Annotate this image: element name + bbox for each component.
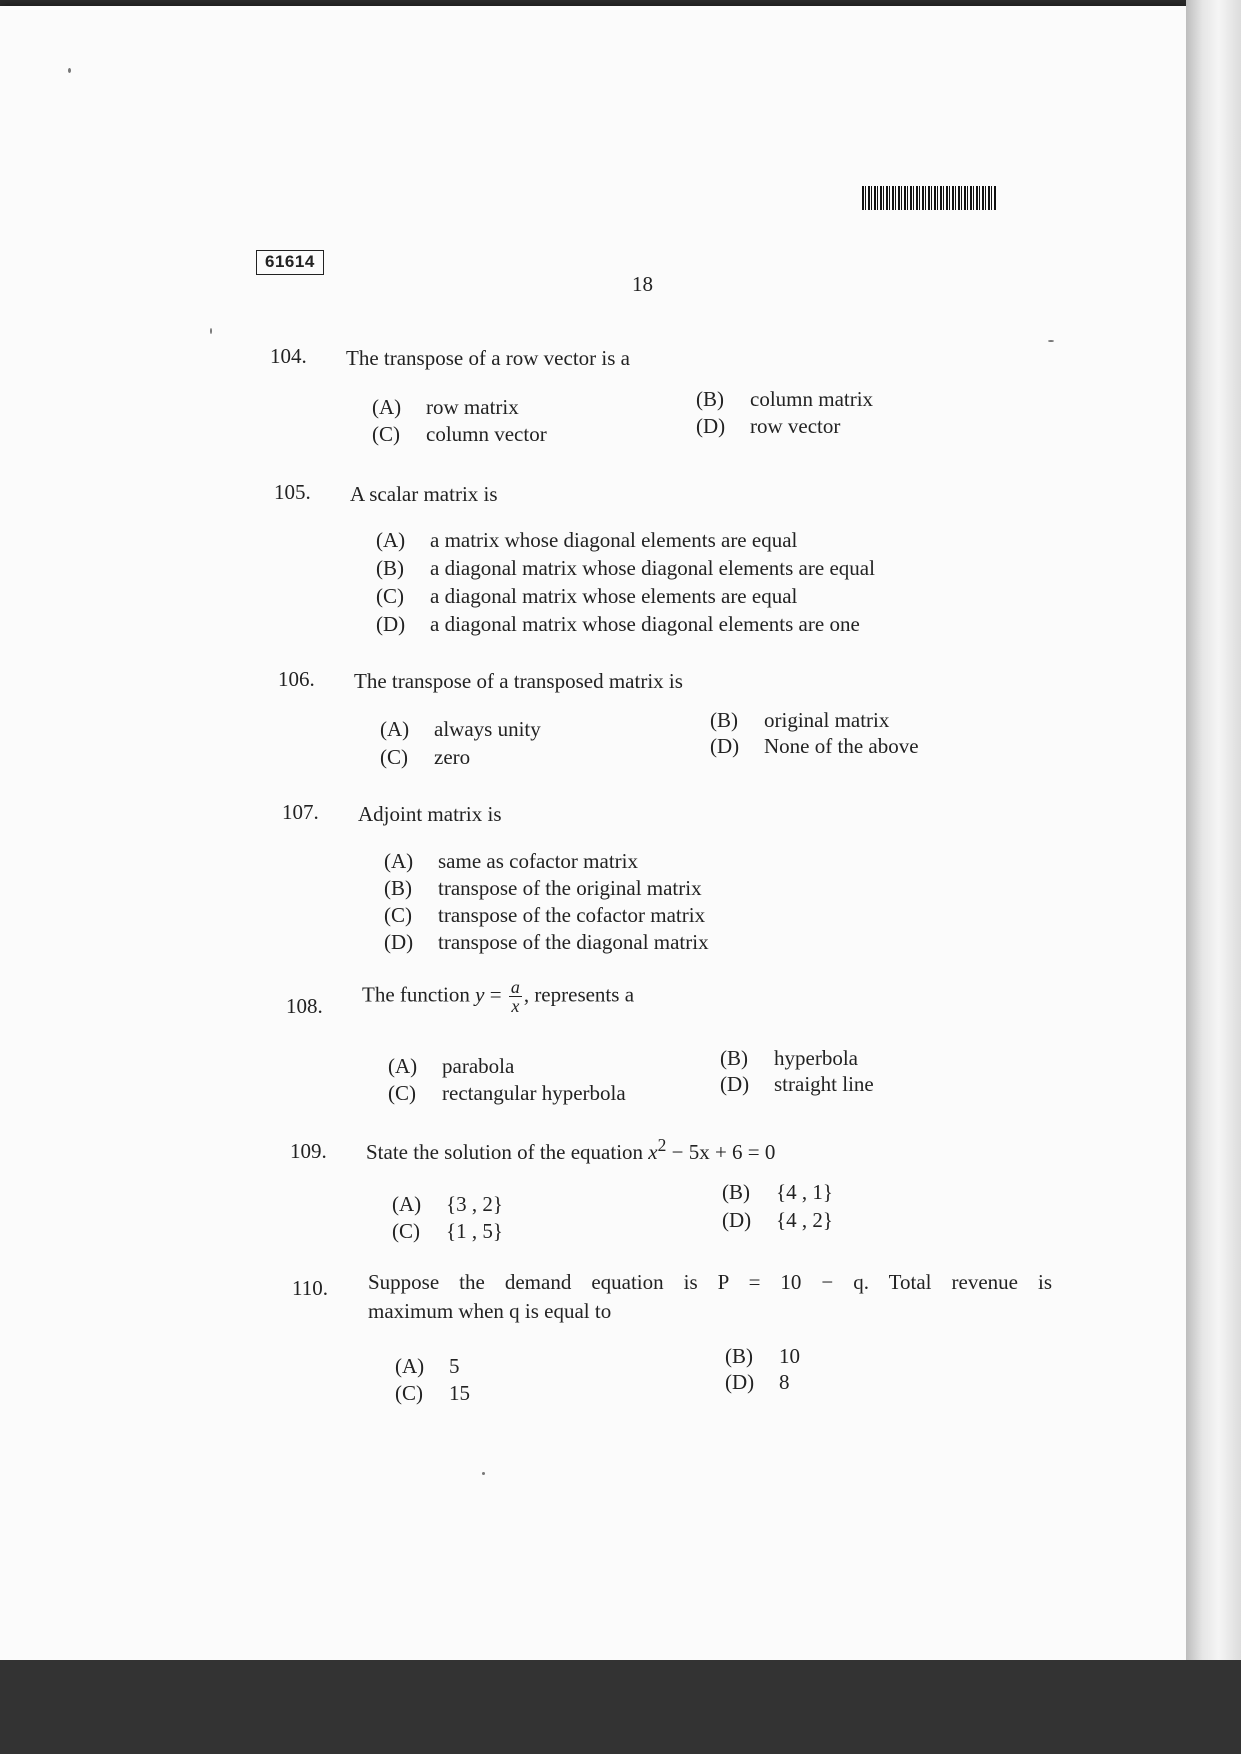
option-b: (B) transpose of the original matrix: [384, 876, 702, 900]
option-d: (D) row vector: [696, 414, 841, 438]
question-stem: The function y = $\frac{a}{x}$ , represents a: [362, 977, 635, 1016]
option-a: (A) row matrix: [372, 395, 519, 419]
question-stem: State the solution of the equation $x^2 - 5x + 6 = 0$: [366, 1135, 776, 1164]
option-c: (C) {1 , 5}: [392, 1219, 503, 1243]
question-stem: The transpose of a row vector is a: [346, 346, 630, 370]
option-a: (A) 5: [395, 1354, 460, 1378]
option-b: (B) a diagonal matrix whose diagonal elements are equal: [376, 556, 875, 580]
option-a: (A) {3 , 2}: [392, 1192, 503, 1216]
option-a: (A) same as cofactor matrix: [384, 849, 638, 873]
option-d: (D) 8: [725, 1370, 790, 1394]
question-number: 105.: [274, 480, 311, 504]
question-number: 106.: [278, 667, 315, 691]
option-c: (C) transpose of the cofactor matrix: [384, 903, 706, 927]
option-b: (B) {4 , 1}: [722, 1180, 833, 1204]
option-b: (B) 10: [725, 1344, 800, 1368]
barcode: [862, 186, 996, 210]
scan-speck: [68, 68, 71, 73]
scan-background: [0, 1660, 1241, 1754]
question-number: 104.: [270, 344, 307, 368]
question-number: 109.: [290, 1139, 327, 1163]
option-d: (D) {4 , 2}: [722, 1208, 833, 1232]
option-a: (A) a matrix whose diagonal elements are equal: [376, 528, 798, 552]
scan-speck: [482, 1472, 485, 1475]
scan-edge: [1186, 0, 1241, 1754]
question-number: 107.: [282, 800, 319, 824]
option-d: (D) a diagonal matrix whose diagonal elements are one: [376, 612, 860, 636]
option-b: (B) original matrix: [710, 708, 890, 732]
option-d: (D) transpose of the diagonal matrix: [384, 930, 709, 954]
option-c: (C) zero: [380, 745, 471, 769]
paper-code: 61614: [256, 250, 324, 275]
scan-speck: [1048, 340, 1054, 342]
option-d: (D) straight line: [720, 1072, 874, 1096]
scan-speck: [210, 328, 212, 334]
question-stem: Adjoint matrix is: [358, 802, 502, 826]
question-number: 110.: [292, 1276, 328, 1300]
question-stem: Suppose the demand equation is P = 10 − q. Total revenue is maximum when q is equal to: [368, 1270, 1052, 1323]
question-stem: The transpose of a transposed matrix is: [354, 669, 683, 693]
option-b: (B) column matrix: [696, 387, 874, 411]
option-c: (C) rectangular hyperbola: [388, 1081, 626, 1105]
option-c: (C) column vector: [372, 422, 547, 446]
option-c: (C) a diagonal matrix whose elements are equal: [376, 584, 798, 608]
question-number: 108.: [286, 994, 323, 1018]
page-number: 18: [632, 272, 653, 296]
option-c: (C) 15: [395, 1381, 470, 1405]
option-b: (B) hyperbola: [720, 1046, 858, 1070]
exam-page: [0, 6, 1186, 1660]
option-a: (A) always unity: [380, 717, 541, 741]
question-stem: A scalar matrix is: [350, 482, 498, 506]
option-a: (A) parabola: [388, 1054, 515, 1078]
option-d: (D) None of the above: [710, 734, 919, 758]
fraction: $\frac{a}{x}$: [510, 977, 520, 1016]
